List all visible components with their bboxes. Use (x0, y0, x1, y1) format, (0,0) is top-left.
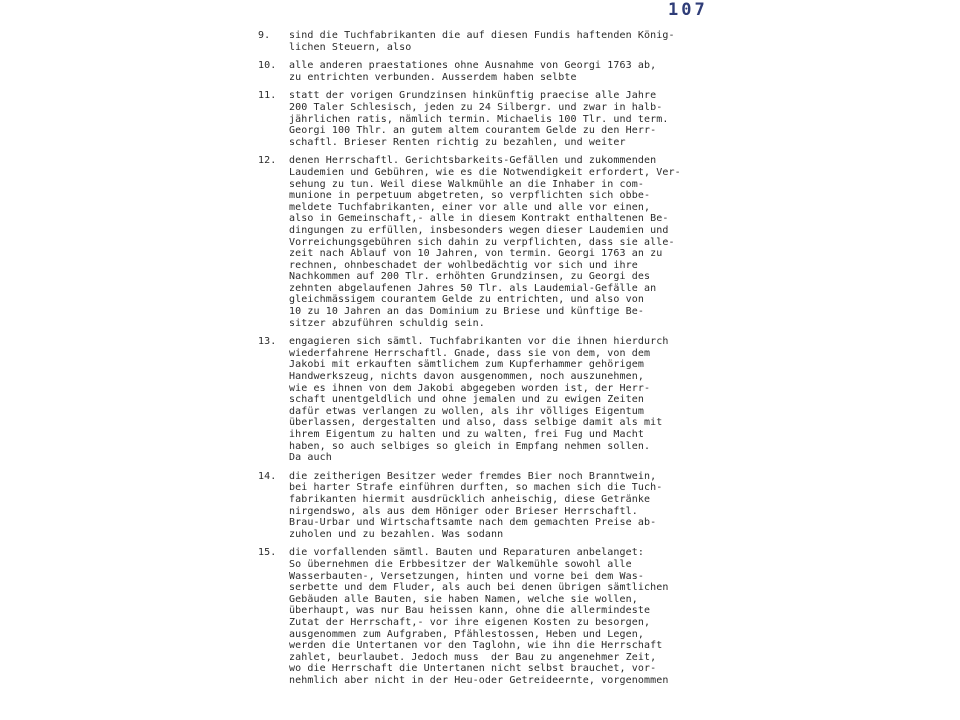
text-line: überlassen, dergestalten und also, dass selbige damit als mit (289, 417, 663, 429)
text-line: die zeitherigen Besitzer weder fremdes Bier noch Branntwein, (289, 470, 657, 482)
text-line: ausgenommen zum Aufgraben, Pfählestossen, Heben und Legen, (289, 628, 644, 640)
text-line: nirgendswo, als aus dem Höniger oder Brieser Herrschaftl. (289, 505, 638, 517)
text-line: dafür etwas verlangen zu wollen, als ihr völliges Eigentum (289, 405, 644, 417)
text-line: bei harter Strafe einführen durften, so machen sich die Tuch- (289, 482, 663, 494)
text-line: Wasserbauten-, Versetzungen, hinten und vorne bei dem Was- (289, 570, 644, 582)
text-line: zu entrichten verbunden. Ausserdem haben selbte (289, 71, 577, 83)
text-line: Laudemien und Gebühren, wie es die Notwendigkeit erfordert, Ver- (289, 166, 681, 178)
text-line: alle anderen praestationes ohne Ausnahme von Georgi 1763 ab, (289, 60, 657, 72)
paragraph-12 (258, 155, 708, 329)
text-line: überhaupt, was nur Bau heissen kann, ohne die allermindeste (289, 605, 651, 617)
text-line: Jakobi mit erkauften sämtlichem zum Kupferhammer gehörigem (289, 359, 644, 371)
paragraph-number: 13. (258, 336, 277, 348)
text-line: serbette und dem Fluder, als auch bei denen übrigen sämtlichen (289, 582, 669, 594)
paragraph-15 (258, 547, 708, 686)
paragraph-number: 11. (258, 90, 277, 102)
paragraph-10 (258, 60, 708, 83)
text-line: Georgi 100 Thlr. an gutem altem courantem Gelde zu den Herr- (289, 125, 657, 137)
paragraph-14 (258, 471, 708, 541)
text-line: So übernehmen die Erbbesitzer der Walkemühle sowohl alle (289, 558, 632, 570)
text-line: rechnen, ohnbeschadet der wohlbedächtig vor sich und ihre (289, 259, 638, 271)
text-line: nehmlich aber nicht in der Heu-oder Getreideernte, vorgenommen (289, 674, 669, 686)
text-line: also in Gemeinschaft,- alle in diesem Kontrakt enthaltenen Be- (289, 213, 669, 225)
paragraph-number: 14. (258, 470, 277, 482)
text-line: die vorfallenden sämtl. Bauten und Reparaturen anbelanget: (289, 547, 644, 559)
text-line: wie es ihnen von dem Jakobi abgegeben worden ist, der Herr- (289, 382, 651, 394)
paragraph-11 (258, 90, 708, 148)
text-line: zeit nach Ablauf von 10 Jahren, von termin. Georgi 1763 an zu (289, 248, 663, 260)
text-line: Gebäuden alle Bauten, sie haben Namen, welche sie wollen, (289, 593, 638, 605)
text-line: werden die Untertanen vor den Taglohn, wie ihn die Herrschaft (289, 640, 663, 652)
text-line: zuholen und zu bezahlen. Was sodann (289, 528, 504, 540)
text-line: sind die Tuchfabrikanten die auf diesen Fundis haftenden König- (289, 30, 675, 41)
paragraph-number: 12. (258, 155, 277, 167)
text-line: 200 Taler Schlesisch, jeden zu 24 Silbergr. und zwar in halb- (289, 101, 663, 113)
text-line: Nachkommen auf 200 Tlr. erhöhten Grundzinsen, zu Georgi des (289, 271, 651, 283)
text-line: ihrem Eigentum zu halten und zu walten, frei Fug und Macht (289, 429, 644, 440)
paragraph-number: 15. (258, 547, 277, 559)
paragraph-number: 10. (258, 60, 277, 72)
page-number: 107 (668, 0, 708, 20)
text-line: Da auch (289, 452, 332, 464)
text-line: Zutat der Herrschaft,- vor ihre eigenen Kosten zu besorgen, (289, 616, 651, 628)
text-line: jährlichen ratis, nämlich termin. Michaelis 100 Tlr. und term. (289, 113, 669, 125)
text-line: gleichmässigem courantem Gelde zu entrichten, und also von (289, 294, 644, 306)
text-line: Brau-Urbar und Wirtschaftsamte nach dem gemachten Preise ab- (289, 517, 657, 529)
paragraph-9 (258, 30, 708, 53)
text-line: wo die Herrschaft die Untertanen nicht selbst brauchet, vor- (289, 663, 657, 675)
text-line: engagieren sich sämtl. Tuchfabrikanten vor die ihnen hierdurch (289, 336, 669, 348)
text-line: meldete Tuchfabrikanten, einer vor alle und alle vor einen, (289, 201, 651, 213)
text-line: 10 zu 10 Jahren an das Dominium zu Briese und künftige Be- (289, 306, 644, 318)
text-line: zahlet, beurlaubet. Jedoch muss der Bau zu angenehmer Zeit, (289, 651, 657, 663)
text-line: schaftl. Brieser Renten richtig zu bezahlen, und weiter (289, 136, 626, 148)
text-line: Handwerkszeug, nichts davon ausgenommen, noch auszunehmen, (289, 371, 644, 383)
text-line: denen Herrschaftl. Gerichtsbarkeits-Gefällen und zukommenden (289, 155, 657, 167)
text-line: zehnten abgelaufenen Jahres 50 Tlr. als Laudemial-Gefälle an (289, 282, 657, 294)
text-line: Vorreichungsgebühren sich dahin zu verpflichten, dass sie alle- (289, 236, 675, 248)
paragraph-13 (258, 336, 708, 464)
text-line: haben, so auch selbiges so gleich in Empfang nehmen sollen. (289, 440, 651, 452)
text-line: lichen Steuern, also (289, 41, 412, 53)
text-line: munione in perpetuum abgetreten, so verpflichten sich obbe- (289, 190, 651, 202)
document-body (258, 30, 708, 693)
text-line: wiederfahrene Herrschaftl. Gnade, dass sie von dem, von dem (289, 347, 651, 359)
text-line: fabrikanten hiermit ausdrücklich anheischig, diese Getränke (289, 493, 651, 505)
text-line: dingungen zu erfüllen, insbesonders wegen dieser Laudemien und (289, 224, 669, 236)
text-line: sehung zu tun. Weil diese Walkmühle an die Inhaber in com- (289, 178, 644, 190)
text-line: sitzer abzuführen schuldig sein. (289, 317, 485, 329)
paragraph-number: 9. (258, 30, 271, 41)
text-line: schaft unentgeldlich und ohne jemalen und zu ewigen Zeiten (289, 394, 644, 406)
text-line: statt der vorigen Grundzinsen hinkünftig praecise alle Jahre (289, 90, 657, 102)
